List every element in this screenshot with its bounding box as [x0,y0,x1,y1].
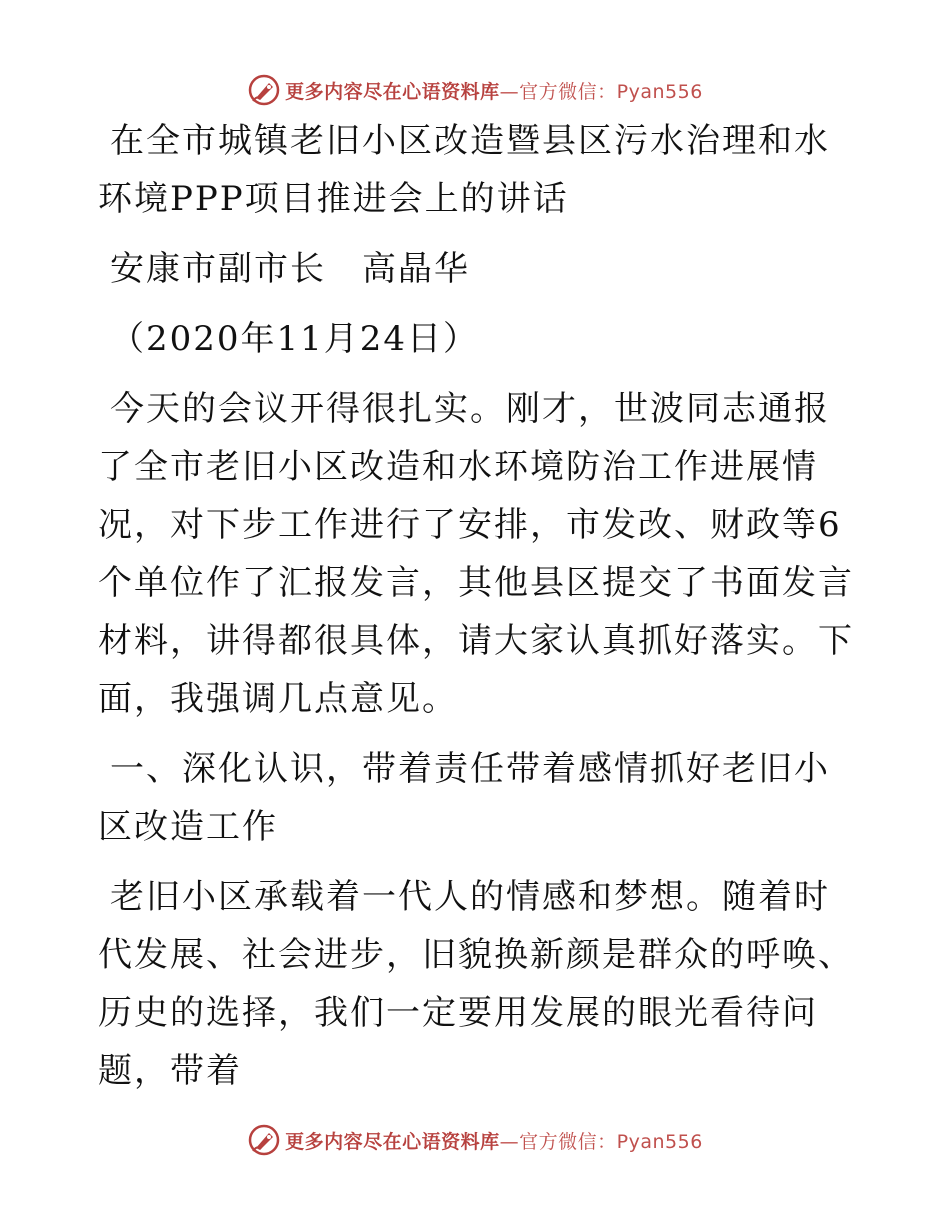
footer-watermark-banner [0,1120,950,1160]
banner-wechat-text: 官方微信：Pyan556 [519,80,703,103]
header-watermark-banner [0,70,950,110]
pen-nib-logo-icon [247,1123,281,1157]
banner-wechat-text: 官方微信：Pyan556 [519,1130,703,1153]
document-body [98,112,858,1100]
section-heading-1: 一、深化认识，带着责任带着感情抓好老旧小区改造工作 [98,749,830,847]
document-author: 安康市副市长 高晶华 [110,249,470,289]
banner-brand-text: 更多内容尽在心语资料库 [285,80,500,103]
banner-separator: — [499,80,520,103]
document-title: 在全市城镇老旧小区改造暨县区污水治理和水环境PPP项目推进会上的讲话 [98,121,830,219]
banner-brand-text: 更多内容尽在心语资料库 [285,1130,500,1153]
banner-text [285,77,703,104]
pen-nib-logo-icon [247,73,281,107]
paragraph-opening: 今天的会议开得很扎实。刚才，世波同志通报了全市老旧小区改造和水环境防治工作进展情况，对下步工作进行了安排，市发改、财政等6个单位作了汇报发言，其他县区提交了书面发言材料，讲得都很具体，请大家认真抓好落实。下面，我强调几点意见。 [98,389,854,719]
document-date: （2020年11月24日） [110,319,480,359]
banner-separator: — [499,1130,520,1153]
banner-text [285,1127,703,1154]
paragraph-section-1: 老旧小区承载着一代人的情感和梦想。随着时代发展、社会进步，旧貌换新颜是群众的呼唤、历史的选择，我们一定要用发展的眼光看待问题，带着 [98,877,854,1091]
